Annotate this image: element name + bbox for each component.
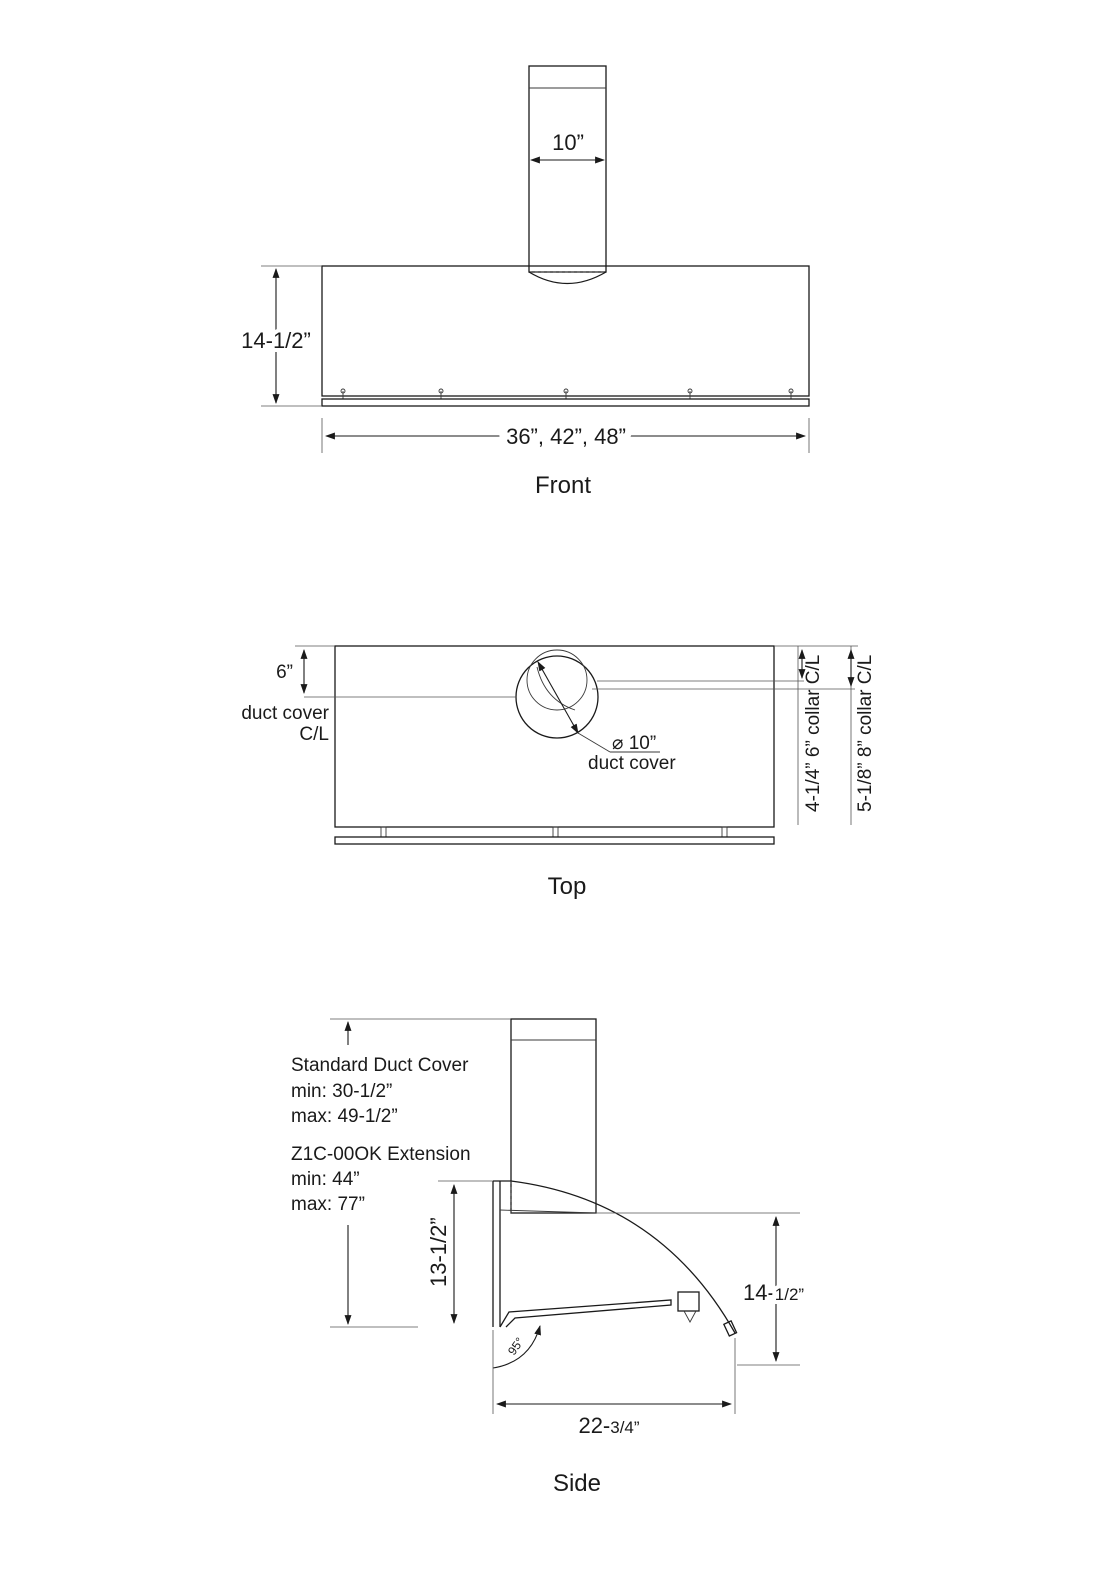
side-depth-label (578, 1413, 639, 1438)
side-depth-main: 22- (578, 1413, 611, 1438)
top-cl-label-line2: C/L (299, 724, 329, 745)
top-view (241, 646, 876, 900)
top-diameter-dimension (538, 662, 578, 733)
front-height-label: 14-1/2” (241, 328, 311, 353)
front-duct-width-label: 10” (552, 130, 584, 155)
side-back-height-label: 13-1/2” (426, 1217, 451, 1287)
side-caption: Side (552, 1470, 602, 1497)
front-caption: Front (534, 472, 592, 499)
front-lights (341, 389, 793, 399)
side-front-height-frac: 1/2” (774, 1285, 805, 1304)
side-angle-label: 95° (504, 1334, 527, 1358)
top-diameter-label: ⌀ 10” (612, 733, 657, 754)
top-6-collar-label: 4-1/4” 6” collar C/L (803, 654, 824, 812)
side-depth-frac: 3/4” (610, 1418, 640, 1437)
top-diameter-sublabel: duct cover (588, 753, 676, 774)
side-front-height-main: 14- (743, 1280, 775, 1305)
top-lights (381, 827, 727, 837)
standard-duct-max: max: 49-1/2” (291, 1106, 398, 1127)
standard-duct-min: min: 30-1/2” (291, 1081, 393, 1102)
top-hood-body (335, 646, 774, 827)
extension-title: Z1C-00OK Extension (291, 1144, 471, 1165)
standard-duct-title: Standard Duct Cover (291, 1055, 469, 1076)
side-view (291, 1019, 804, 1497)
front-bottom-rail (322, 399, 809, 406)
front-view (241, 66, 809, 499)
front-hood-body (322, 266, 809, 396)
side-front-height-label (743, 1280, 804, 1305)
front-width-label: 36”, 42”, 48” (506, 424, 626, 449)
top-offset-label: 6” (276, 662, 293, 683)
side-hood-profile (493, 1181, 737, 1336)
top-8-collar-label: 5-1/8” 8” collar C/L (855, 654, 876, 812)
top-caption: Top (547, 873, 587, 900)
top-cl-label-line1: duct cover (241, 703, 329, 724)
top-bottom-rail (335, 837, 774, 844)
extension-max: max: 77” (291, 1194, 365, 1215)
front-duct-cover (529, 66, 606, 272)
top-duct-cover-circle (516, 656, 598, 738)
extension-min: min: 44” (291, 1169, 360, 1190)
side-duct-cover (511, 1019, 596, 1213)
